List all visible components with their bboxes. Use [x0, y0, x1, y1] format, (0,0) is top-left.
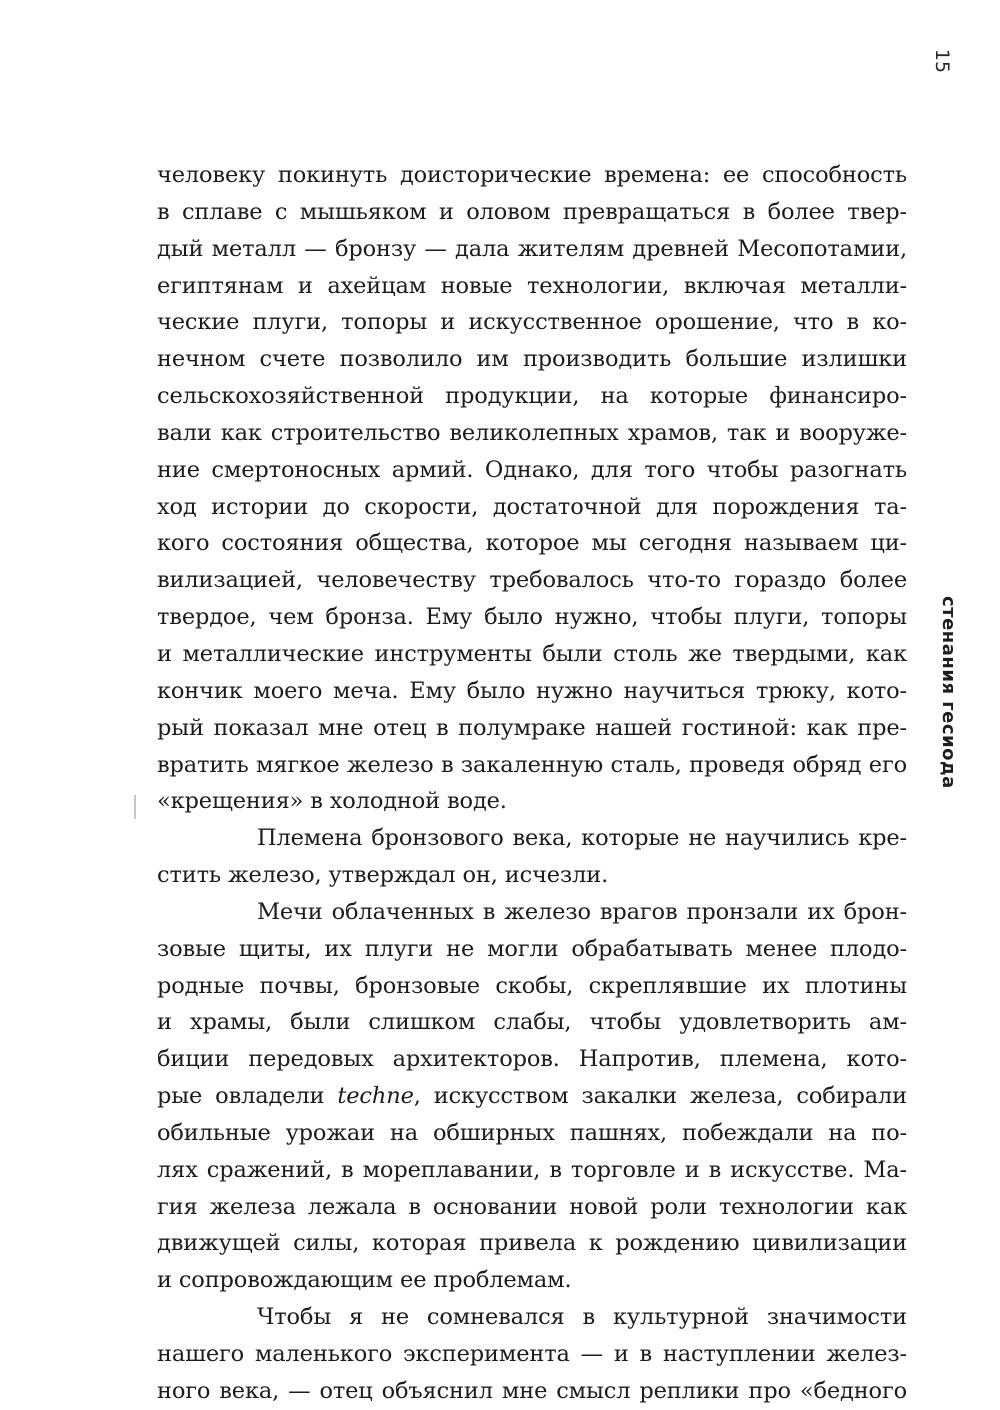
text-line: лях сражений, в мореплавании, в торговле и в искусстве. Ма-: [157, 1156, 907, 1183]
running-head: стенания гесиода: [938, 596, 959, 789]
text-line: вилизацией, человечеству требовалось что-то гораздо более: [157, 567, 907, 594]
text-line: зовые щиты, их плуги не могли обрабатывать менее плодо-: [157, 935, 907, 962]
text-line: человеку покинуть доисторические времена: ее способность: [157, 162, 907, 188]
text-line: Чтобы я не сомневался в культурной значимости: [257, 1304, 907, 1331]
text-line: биции передовых архитекторов. Напротив, племена, кото-: [157, 1046, 907, 1073]
body-text: [157, 157, 907, 1410]
text-line: нечном счете позволило им производить большие излишки: [157, 346, 907, 373]
text-line: ческие плуги, топоры и искусственное орошение, что в ко-: [157, 309, 907, 336]
text-line: вали как строительство великолепных храмов, так и вооруже-: [157, 419, 907, 446]
text-line: и сопровождающим ее проблемам.: [157, 1267, 572, 1294]
text-line: кончик моего меча. Ему было нужно научиться трюку, кото-: [157, 677, 907, 704]
margin-mark: [134, 795, 136, 819]
text-line: дый металл — бронзу — дала жителям древней Месопотамии,: [157, 235, 907, 262]
text-line: гия железа лежала в основании новой роли технологии как: [157, 1193, 907, 1220]
text-line: нашего маленького эксперимента — и в наступлении желез-: [157, 1341, 907, 1367]
page-number: 15: [931, 48, 953, 74]
text-line: обильные урожаи на обширных пашнях, побеждали на по-: [157, 1119, 907, 1146]
text-line: «крещения» в холодной воде.: [157, 788, 507, 815]
text-line: рый показал мне отец в полумраке нашей гостиной: как пре-: [157, 714, 907, 741]
text-line: и храмы, были слишком слабы, чтобы удовлетворить ам-: [157, 1009, 907, 1036]
text-line: ние смертоносных армий. Однако, для того чтобы разогнать: [157, 456, 907, 483]
text-line: сельскохозяйственной продукции, на которые финансиро-: [157, 383, 907, 410]
italic-term: techne: [337, 1083, 414, 1110]
text-line: кого состояния общества, которое мы сегодня называем ци-: [157, 530, 907, 557]
text-line: египтянам и ахейцам новые технологии, включая металли-: [157, 272, 907, 299]
text-line: и металлические инструменты были столь же твердыми, как: [157, 640, 907, 667]
text-line: родные почвы, бронзовые скобы, скреплявшие их плотины: [157, 972, 907, 999]
text-line: в сплаве с мышьяком и оловом превращаться в более твер-: [157, 198, 907, 225]
text-line: вратить мягкое железо в закаленную сталь, проведя обряд его: [157, 751, 907, 778]
text-line: твердое, чем бронза. Ему было нужно, чтобы плуги, топоры: [157, 604, 907, 631]
text-line: стить железо, утверждал он, исчезли.: [157, 862, 609, 889]
text-line: Племена бронзового века, которые не научились кре-: [257, 825, 907, 852]
text-line: ного века, — отец объяснил мне смысл реплики про «бедного: [157, 1377, 907, 1404]
text-line: Мечи облаченных в железо врагов пронзали их брон-: [257, 898, 907, 925]
text-line: ход истории до скорости, достаточной для порождения та-: [157, 493, 907, 520]
text-line: рые овладели techne, искусством закалки железа, собирали: [157, 1083, 907, 1110]
text-line: движущей силы, которая привела к рождению цивилизации: [157, 1230, 907, 1257]
